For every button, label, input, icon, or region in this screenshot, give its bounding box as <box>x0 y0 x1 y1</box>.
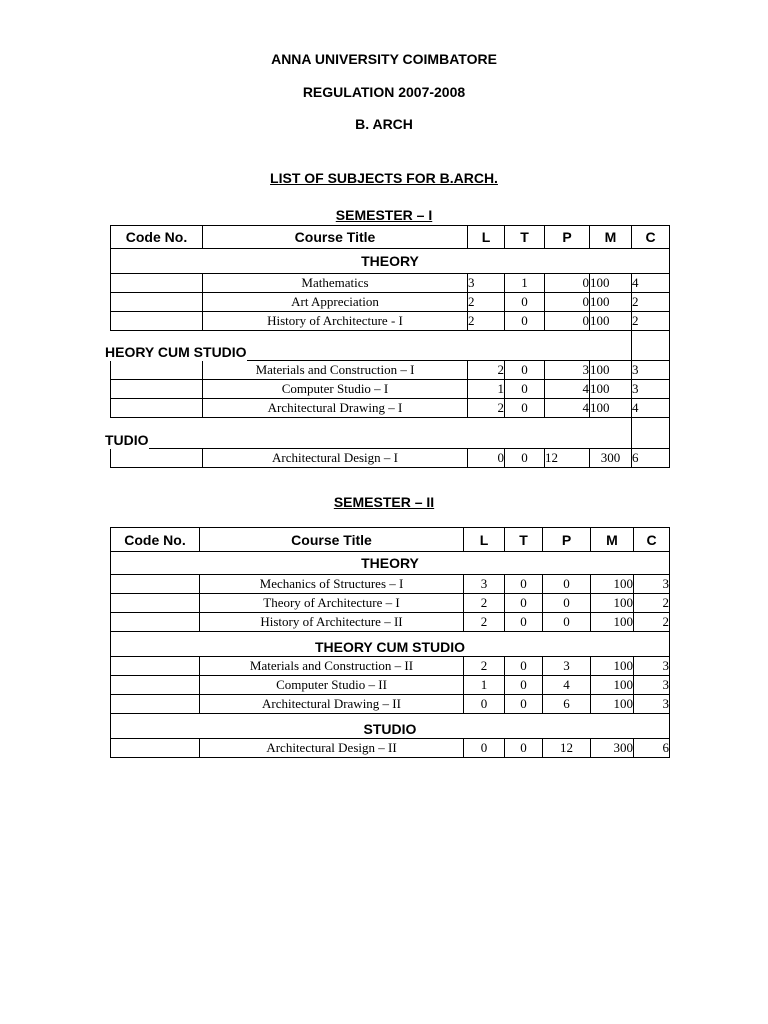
course-title-cell: Architectural Drawing – I <box>203 399 468 418</box>
t-cell: 0 <box>505 739 543 758</box>
col-l: L <box>464 528 505 552</box>
section-theory-cum-studio: THEORY CUM STUDIO <box>111 632 670 657</box>
table-row <box>111 361 670 380</box>
section-row <box>111 552 670 575</box>
section-empty-cell <box>632 331 670 361</box>
m-cell: 100 <box>591 594 634 613</box>
section-theory-cum-studio <box>105 331 632 361</box>
table-row <box>111 274 670 293</box>
c-cell: 3 <box>634 657 670 676</box>
p-cell: 0 <box>543 575 591 594</box>
course-title-cell: Computer Studio – II <box>200 676 464 695</box>
l-cell: 2 <box>464 594 505 613</box>
section-row <box>111 632 670 657</box>
course-title-cell: History of Architecture - I <box>203 312 468 331</box>
section-theory: THEORY <box>111 249 670 274</box>
p-cell: 4 <box>545 380 590 399</box>
col-m: M <box>591 528 634 552</box>
code-cell <box>111 594 200 613</box>
header-row <box>111 226 670 249</box>
l-cell: 3 <box>464 575 505 594</box>
c-cell: 2 <box>632 293 670 312</box>
code-cell <box>111 695 200 714</box>
header-row <box>111 528 670 552</box>
m-cell: 100 <box>591 575 634 594</box>
course-title-cell: Architectural Drawing – II <box>200 695 464 714</box>
table-row <box>111 312 670 331</box>
code-cell <box>111 613 200 632</box>
col-p: P <box>543 528 591 552</box>
code-cell <box>111 274 203 293</box>
table-row <box>111 575 670 594</box>
l-cell: 1 <box>468 380 505 399</box>
col-c: C <box>634 528 670 552</box>
table-row <box>111 399 670 418</box>
col-c: C <box>632 226 670 249</box>
col-code: Code No. <box>111 226 203 249</box>
t-cell: 0 <box>505 657 543 676</box>
t-cell: 0 <box>505 312 545 331</box>
list-title: LIST OF SUBJECTS FOR B.ARCH. <box>270 170 498 186</box>
course-title-cell: Theory of Architecture – I <box>200 594 464 613</box>
col-m: M <box>590 226 632 249</box>
c-cell: 3 <box>632 361 670 380</box>
section-empty-cell <box>632 418 670 449</box>
m-cell: 300 <box>590 449 632 468</box>
table-row <box>111 657 670 676</box>
c-cell: 2 <box>634 613 670 632</box>
t-cell: 0 <box>505 449 545 468</box>
code-cell <box>111 575 200 594</box>
p-cell: 0 <box>543 594 591 613</box>
m-cell: 100 <box>591 613 634 632</box>
code-cell <box>111 676 200 695</box>
m-cell: 100 <box>590 312 632 331</box>
code-cell <box>111 361 203 380</box>
section-studio: STUDIO <box>111 714 670 739</box>
l-cell: 3 <box>468 274 505 293</box>
table-row <box>111 613 670 632</box>
l-cell: 0 <box>468 449 505 468</box>
m-cell: 100 <box>591 676 634 695</box>
c-cell: 3 <box>632 380 670 399</box>
code-cell <box>111 657 200 676</box>
section-row <box>111 331 670 361</box>
table-row <box>111 449 670 468</box>
course-title-cell: Computer Studio – I <box>203 380 468 399</box>
c-cell: 2 <box>634 594 670 613</box>
m-cell: 100 <box>591 657 634 676</box>
t-cell: 0 <box>505 399 545 418</box>
c-cell: 4 <box>632 274 670 293</box>
table-row <box>111 380 670 399</box>
m-cell: 300 <box>591 739 634 758</box>
section-theory-cum-studio-label: HEORY CUM STUDIO <box>105 344 247 360</box>
regulation-title: REGULATION 2007-2008 <box>302 84 466 100</box>
col-p: P <box>545 226 590 249</box>
course-title-cell: Architectural Design – I <box>203 449 468 468</box>
c-cell: 6 <box>632 449 670 468</box>
c-cell: 6 <box>634 739 670 758</box>
m-cell: 100 <box>591 695 634 714</box>
p-cell: 6 <box>543 695 591 714</box>
code-cell <box>111 739 200 758</box>
c-cell: 3 <box>634 676 670 695</box>
table-row <box>111 594 670 613</box>
course-title-cell: History of Architecture – II <box>200 613 464 632</box>
l-cell: 2 <box>468 361 505 380</box>
p-cell: 3 <box>545 361 590 380</box>
t-cell: 0 <box>505 380 545 399</box>
c-cell: 3 <box>634 695 670 714</box>
p-cell: 3 <box>543 657 591 676</box>
t-cell: 0 <box>505 293 545 312</box>
semester-2-table <box>110 527 670 758</box>
l-cell: 0 <box>464 695 505 714</box>
l-cell: 2 <box>468 312 505 331</box>
c-cell: 3 <box>634 575 670 594</box>
code-cell <box>111 399 203 418</box>
p-cell: 12 <box>545 449 590 468</box>
p-cell: 12 <box>543 739 591 758</box>
table-row <box>111 739 670 758</box>
col-course-title: Course Title <box>200 528 464 552</box>
course-title-cell: Architectural Design – II <box>200 739 464 758</box>
c-cell: 4 <box>632 399 670 418</box>
semester-1-table <box>105 225 670 468</box>
code-cell <box>111 380 203 399</box>
course-title-cell: Mathematics <box>203 274 468 293</box>
p-cell: 0 <box>545 293 590 312</box>
table-row <box>111 676 670 695</box>
course-title-cell: Materials and Construction – I <box>203 361 468 380</box>
section-theory: THEORY <box>111 552 670 575</box>
university-title: ANNA UNIVERSITY COIMBATORE <box>271 51 497 67</box>
l-cell: 2 <box>468 293 505 312</box>
code-cell <box>111 449 203 468</box>
table-row <box>111 293 670 312</box>
p-cell: 0 <box>543 613 591 632</box>
col-t: T <box>505 226 545 249</box>
table-row <box>111 695 670 714</box>
l-cell: 0 <box>464 739 505 758</box>
c-cell: 2 <box>632 312 670 331</box>
t-cell: 1 <box>505 274 545 293</box>
col-t: T <box>505 528 543 552</box>
t-cell: 0 <box>505 575 543 594</box>
section-row <box>111 249 670 274</box>
code-cell <box>111 312 203 331</box>
section-row <box>111 714 670 739</box>
section-row <box>111 418 670 449</box>
t-cell: 0 <box>505 695 543 714</box>
semester-1-title: SEMESTER – I <box>335 207 433 223</box>
t-cell: 0 <box>505 676 543 695</box>
m-cell: 100 <box>590 399 632 418</box>
p-cell: 4 <box>545 399 590 418</box>
course-title-cell: Art Appreciation <box>203 293 468 312</box>
l-cell: 1 <box>464 676 505 695</box>
section-studio <box>105 418 632 449</box>
p-cell: 0 <box>545 274 590 293</box>
section-studio-label: TUDIO <box>105 432 149 448</box>
l-cell: 2 <box>468 399 505 418</box>
m-cell: 100 <box>590 380 632 399</box>
p-cell: 4 <box>543 676 591 695</box>
program-title: B. ARCH <box>355 116 413 132</box>
l-cell: 2 <box>464 613 505 632</box>
code-cell <box>111 293 203 312</box>
course-title-cell: Mechanics of Structures – I <box>200 575 464 594</box>
semester-2-title: SEMESTER – II <box>333 494 435 510</box>
t-cell: 0 <box>505 613 543 632</box>
m-cell: 100 <box>590 293 632 312</box>
m-cell: 100 <box>590 274 632 293</box>
t-cell: 0 <box>505 594 543 613</box>
col-code: Code No. <box>111 528 200 552</box>
t-cell: 0 <box>505 361 545 380</box>
col-course-title: Course Title <box>203 226 468 249</box>
m-cell: 100 <box>590 361 632 380</box>
l-cell: 2 <box>464 657 505 676</box>
p-cell: 0 <box>545 312 590 331</box>
col-l: L <box>468 226 505 249</box>
course-title-cell: Materials and Construction – II <box>200 657 464 676</box>
